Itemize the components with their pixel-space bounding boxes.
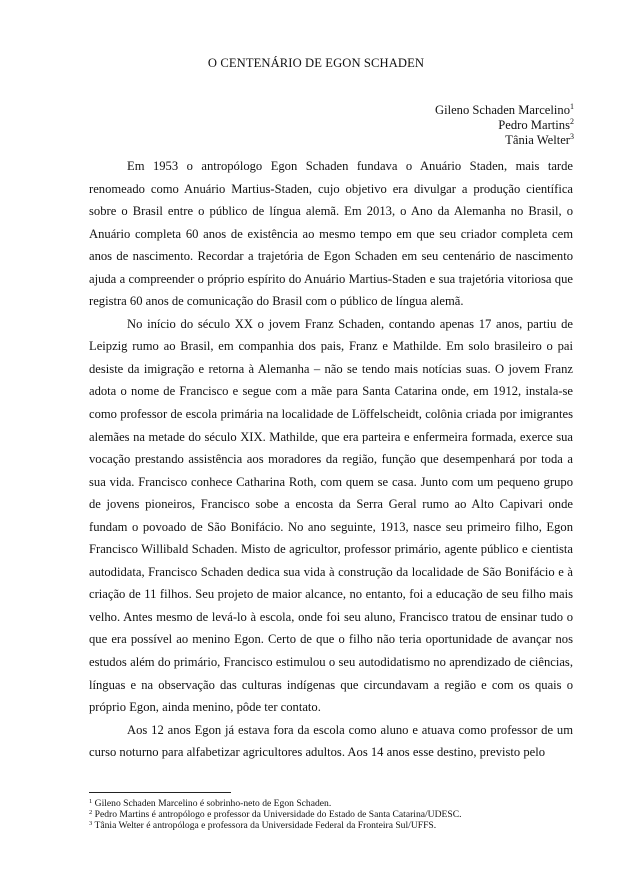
footnote-text: Pedro Martins é antropólogo e professor da Universidade do Estado de Santa Catarina/UDESC. xyxy=(94,809,462,821)
footnote-mark: 1 xyxy=(89,798,93,805)
footnote-ref: 2 xyxy=(570,117,574,126)
author-list xyxy=(435,103,574,148)
document-title: O CENTENÁRIO DE EGON SCHADEN xyxy=(207,56,425,70)
footnote-text: Tânia Welter é antropóloga e professora da Universidade Federal da Fronteira Sul/UFFS. xyxy=(94,820,437,832)
footnote xyxy=(89,809,589,820)
author-name: Pedro Martins xyxy=(498,118,570,132)
paragraph: Em 1953 o antropólogo Egon Schaden fundava o Anuário Staden, mais tarde renomeado como Anuário Martius-Staden, cujo objetivo era divulgar a produção científica sobre o Brasil entre o público de língua alemã. Em 2013, o Ano da Alemanha no Brasil, o Anuário completa 60 anos de existência ao mesmo tempo em que seu criador completa cem anos de nascimento. Recordar a trajetória de Egon Schaden em seu centenário de nascimento ajuda a compreender o próprio espírito do Anuário Martius-Staden e sua trajetória vitoriosa que registra 60 anos de comunicação do Brasil com o público de língua alemã. xyxy=(89,159,573,309)
footnotes xyxy=(89,798,589,832)
footnote-ref: 1 xyxy=(570,102,574,111)
paragraph: No início do século XX o jovem Franz Schaden, contando apenas 17 anos, partiu de Leipzig rumo ao Brasil, em companhia dos pais, Franz e Mathilde. Em solo brasileiro o pai desiste da imigração e retorna à Alemanha – não se tendo mais notícias suas. O jovem Franz adota o nome de Francisco e segue com a mãe para Santa Catarina onde, em 1912, instala-se como professor de escola primária na localidade de Löffelscheidt, colônia criada por imigrantes alemães na metade do século XIX. Mathilde, que era parteira e enfermeira formada, exerce sua vocação prestando assistência aos moradores da região, função que desempenhará por toda a sua vida. Francisco conhece Catharina Roth, com quem se casa. Junto com um pequeno grupo de jovens pioneiros, Francisco sobe a encosta da Serra Geral rumo ao Alto Capivari onde fundam o povoado de São Bonifácio. No ano seguinte, 1913, nasce seu primeiro filho, Egon Francisco Willibald Schaden. Misto de agricultor, professor primário, agente público e cientista autodidata, Francisco Schaden dedica sua vida à construção da localidade de São Bonifácio e à criação de 11 filhos. Seu projeto de maior alcance, no entanto, foi a educação de seu filho mais velho. Antes mesmo de levá-lo à escola, onde foi seu aluno, Francisco tratou de ensinar tudo o que era possível ao menino Egon. Certo de que o filho não teria oportunidade de avançar nos estudos além do primário, Francisco estimulou o seu autodidatismo no aprendizado de ciências, línguas e na observação das culturas indígenas que circundavam a região e com os quais o próprio Egon, ainda menino, pôde ter contato. xyxy=(89,316,573,715)
footnote-separator xyxy=(89,792,231,793)
paragraph: Aos 12 anos Egon já estava fora da escola como aluno e atuava como professor de um curso noturno para alfabetizar agricultores adultos. Aos 14 anos esse destino, previsto pelo xyxy=(89,722,573,760)
body-text xyxy=(89,155,573,764)
footnote-mark: 3 xyxy=(89,820,93,828)
footnote-text: Gileno Schaden Marcelino é sobrinho-neto de Egon Schaden. xyxy=(94,798,332,809)
author-name: Gileno Schaden Marcelino xyxy=(435,103,570,117)
footnote xyxy=(89,820,589,831)
footnote xyxy=(89,798,589,809)
author-line xyxy=(435,133,574,148)
author-line xyxy=(435,103,574,118)
author-name: Tânia Welter xyxy=(505,133,570,147)
author-line xyxy=(435,118,574,133)
footnote-ref: 3 xyxy=(570,132,574,141)
footnote-mark: 2 xyxy=(89,809,93,817)
